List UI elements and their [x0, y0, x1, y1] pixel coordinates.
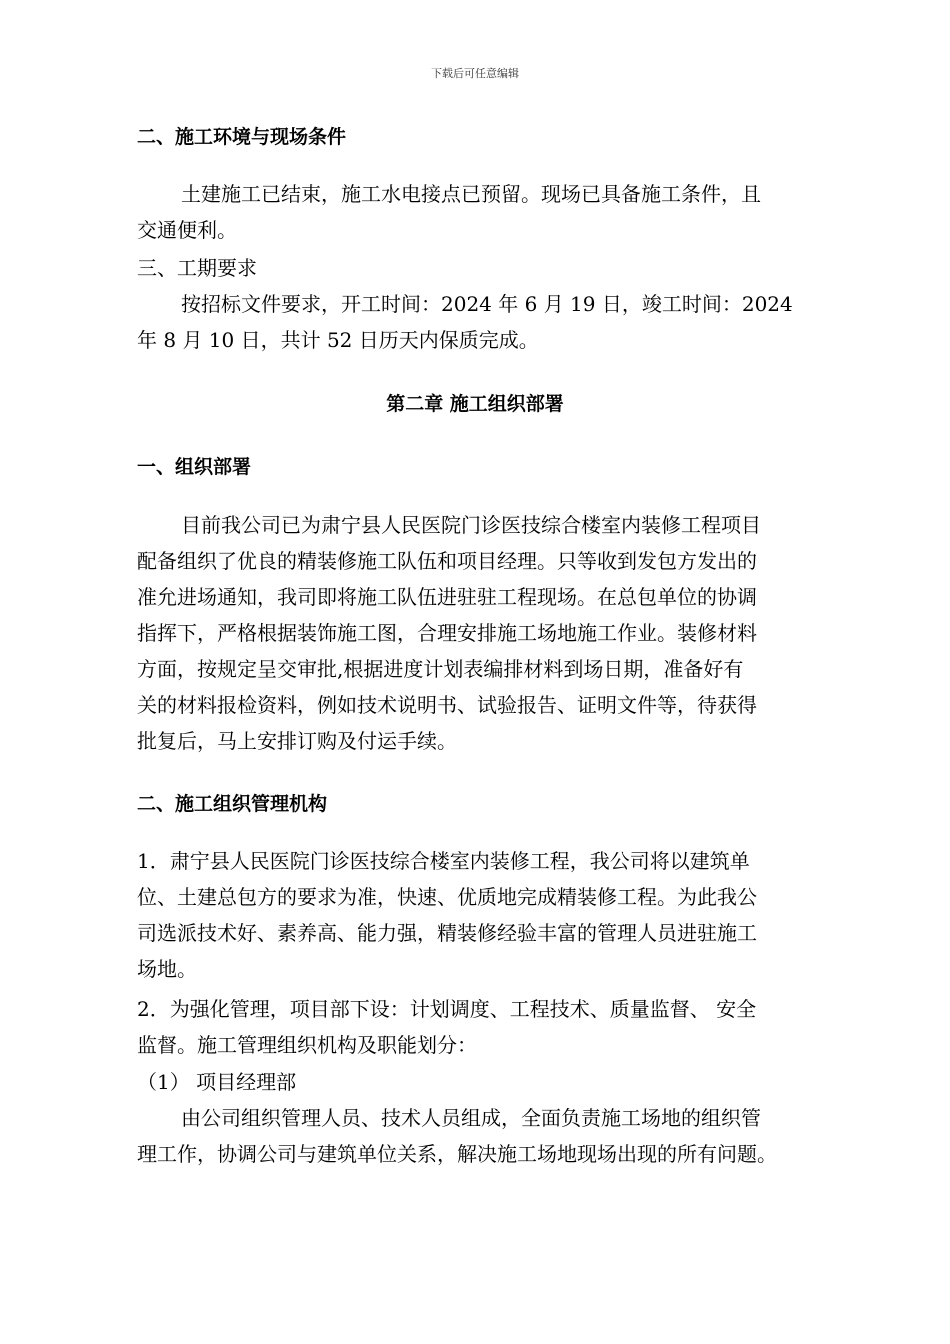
text-line: 方面，按规定呈交审批,根据进度计划表编排材料到场日期，准备好有: [137, 657, 744, 681]
text-line: 2．为强化管理，项目部下设：计划调度、工程技术、质量监督、 安全: [137, 997, 757, 1021]
text-line: 准允进场通知，我司即将施工队伍进驻驻工程现场。在总包单位的协调: [137, 585, 757, 609]
text-line: 批复后，马上安排订购及付运手续。: [137, 729, 457, 753]
section-heading-management: 二、施工组织管理机构: [137, 793, 328, 815]
text-line: 1．肃宁县人民医院门诊医技综合楼室内装修工程，我公司将以建筑单: [137, 849, 750, 873]
text-line: 监督。施工管理组织机构及职能划分：: [137, 1033, 477, 1057]
text-line: 场地。: [137, 957, 197, 981]
text-line: 配备组织了优良的精装修施工队伍和项目经理。只等收到发包方发出的: [137, 549, 757, 573]
text-line: 年 8 月 10 日，共计 52 日历天内保质完成。: [137, 328, 539, 352]
paragraph-management-item-1: [137, 843, 839, 987]
paragraph-management-item-2: [137, 991, 839, 1063]
subsection-title-project-manager: （1） 项目经理部: [137, 1070, 297, 1094]
paragraph-project-manager: [137, 1100, 839, 1172]
text-line: 交通便利。: [137, 218, 237, 242]
text-line: 指挥下，严格根据装饰施工图，合理安排施工场地施工作业。装修材料: [137, 621, 757, 645]
section-heading-environment: 二、施工环境与现场条件: [137, 126, 347, 148]
paragraph-organization: [137, 507, 839, 759]
text-line: 按招标文件要求，开工时间：2024 年 6 月 19 日，竣工时间：2024: [181, 292, 793, 316]
text-line: 土建施工已结束，施工水电接点已预留。现场已具备施工条件，且: [181, 182, 761, 206]
section-heading-schedule: 三、工期要求: [137, 256, 257, 280]
page-header-note: 下载后可任意编辑: [431, 67, 519, 80]
text-line: 司选派技术好、素养高、能力强，精装修经验丰富的管理人员进驻施工: [137, 921, 757, 945]
chapter-title: 第二章 施工组织部署: [386, 393, 564, 415]
paragraph-schedule: [137, 286, 839, 358]
section-heading-organization: 一、组织部署: [137, 456, 252, 478]
paragraph-environment: [137, 176, 839, 248]
text-line: 理工作，协调公司与建筑单位关系，解决施工场地现场出现的所有问题。: [137, 1142, 777, 1166]
text-line: 位、土建总包方的要求为准，快速、优质地完成精装修工程。为此我公: [137, 885, 757, 909]
text-line: 目前我公司已为肃宁县人民医院门诊医技综合楼室内装修工程项目: [181, 513, 761, 537]
text-line: 由公司组织管理人员、技术人员组成，全面负责施工场地的组织管: [181, 1106, 761, 1130]
text-line: 关的材料报检资料，例如技术说明书、试验报告、证明文件等，待获得: [137, 693, 757, 717]
